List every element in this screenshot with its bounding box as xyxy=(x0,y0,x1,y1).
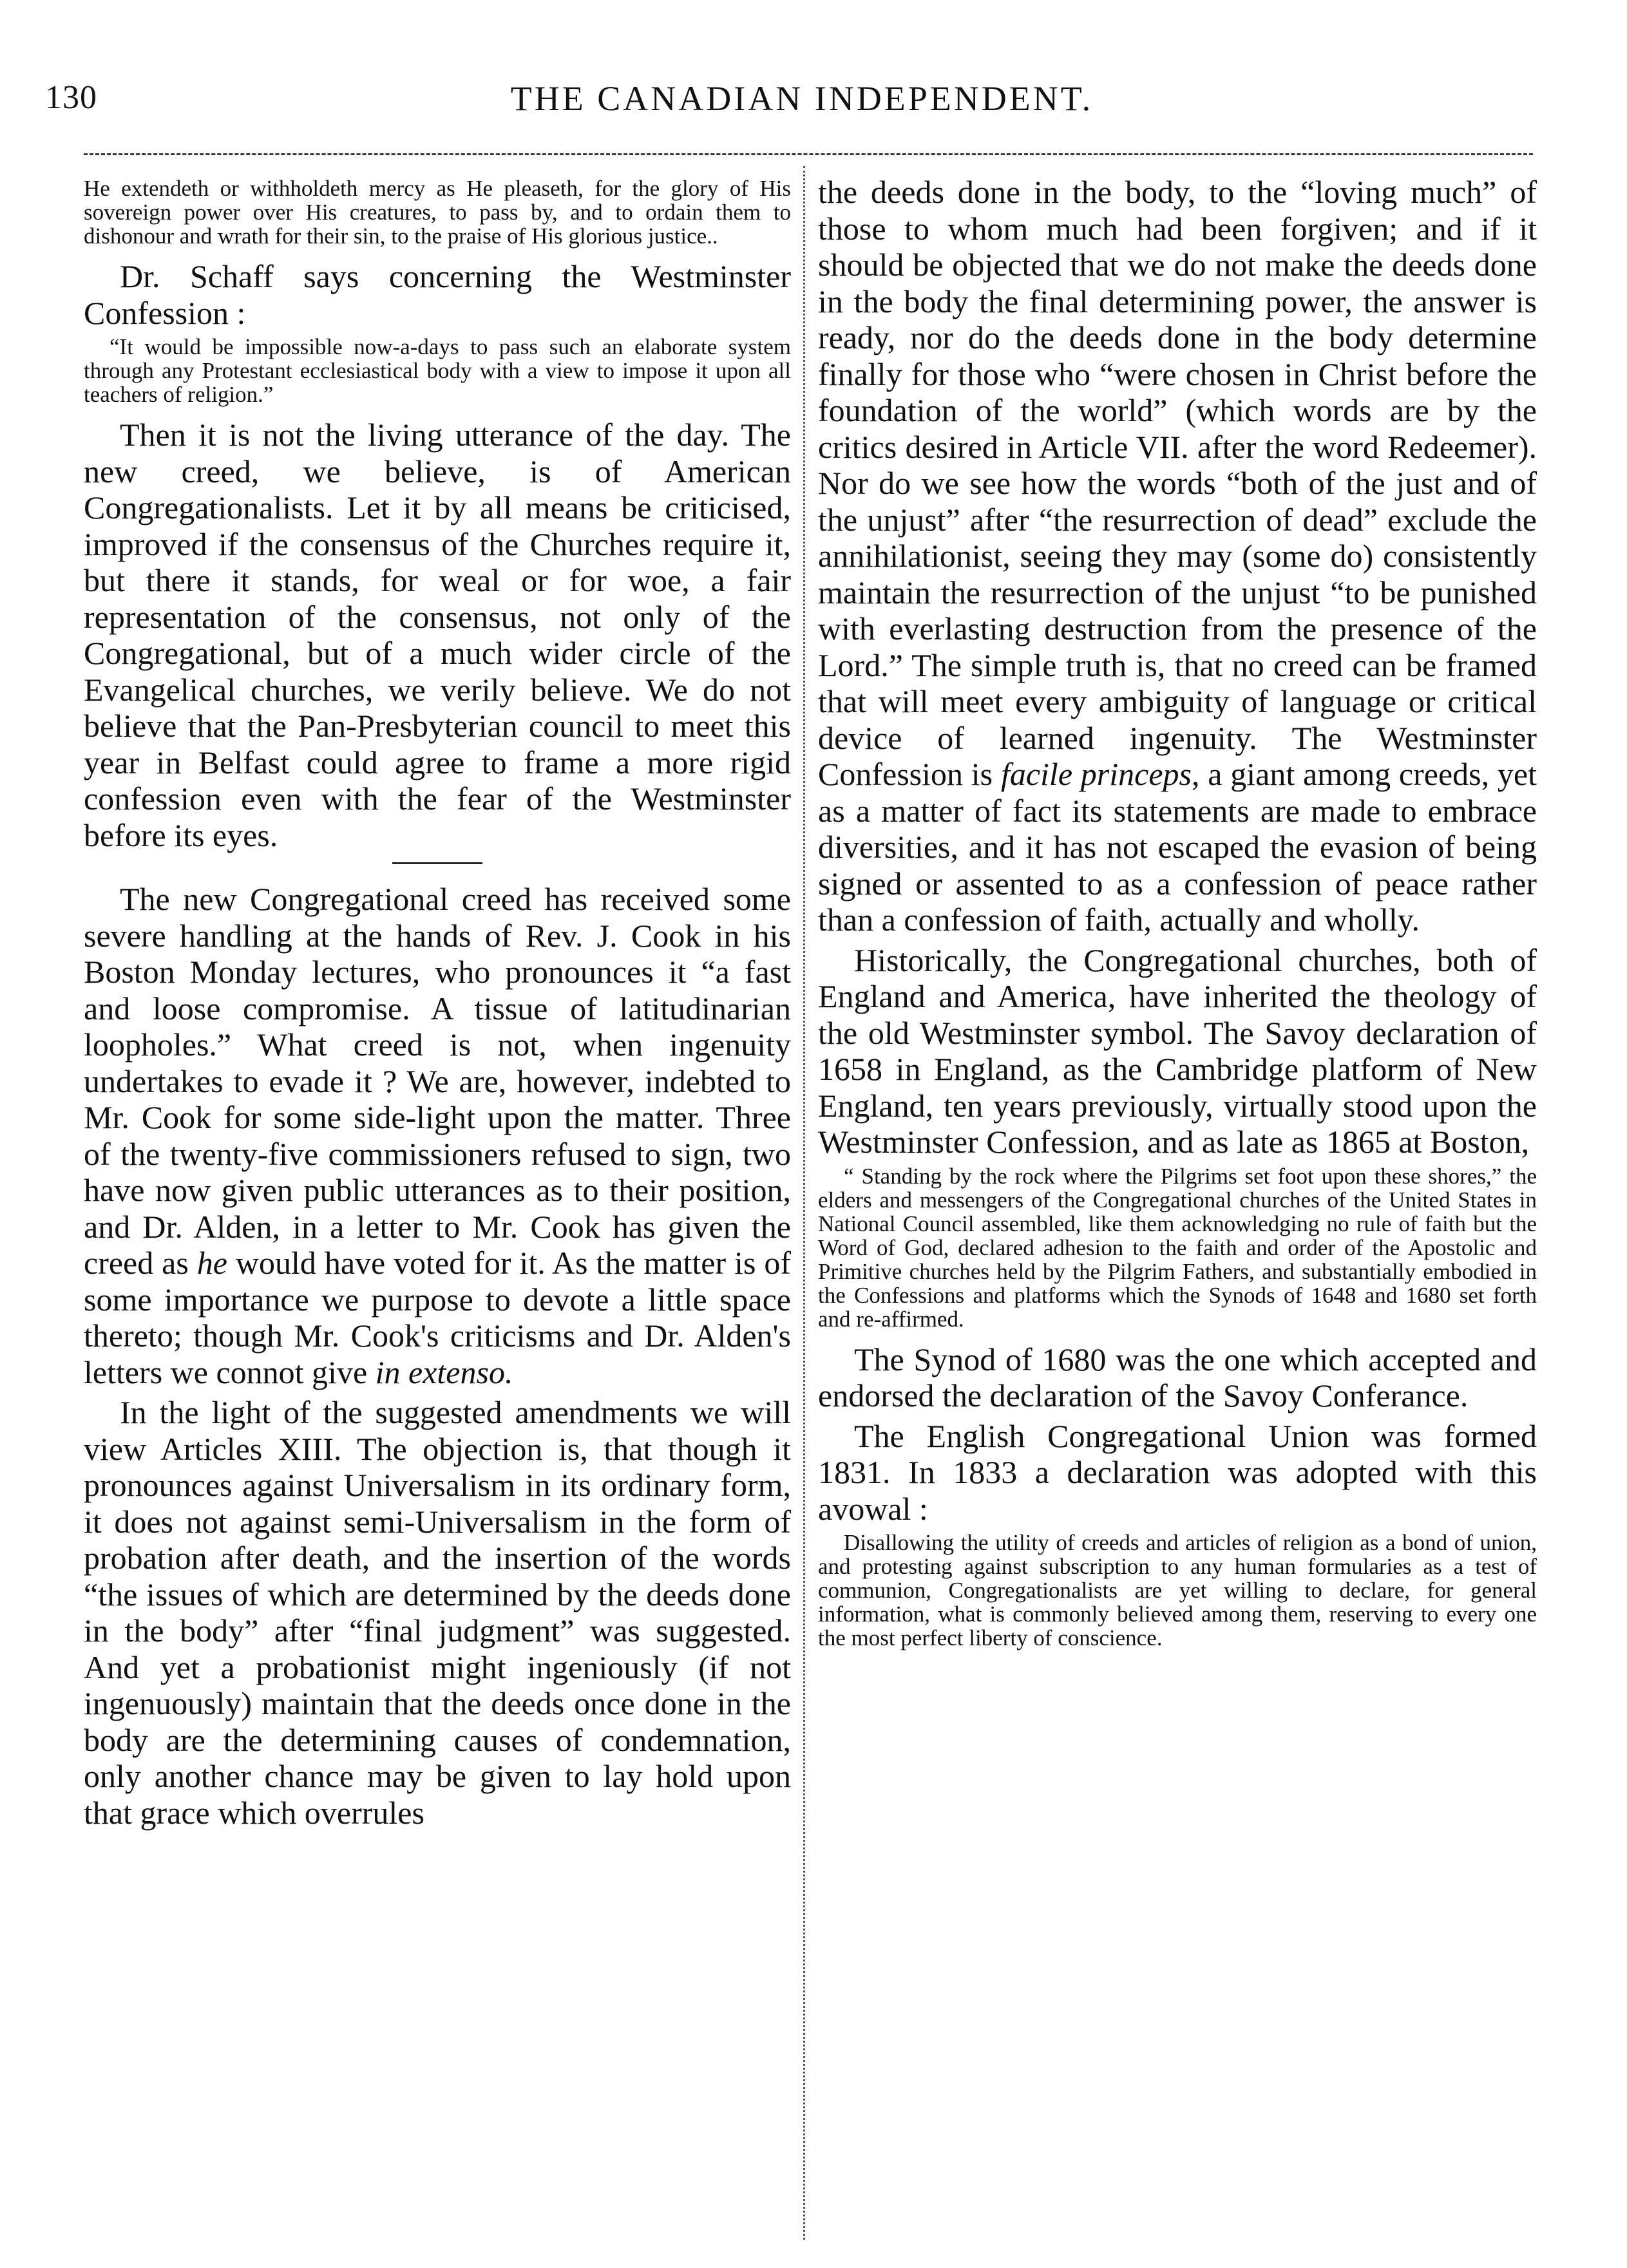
paragraph-amendments: In the light of the suggested amendments we will view Articles XIII. The objection is, that though it pronounces against Universalism in its ordinary form, it does not against semi-Universalism in the form of probation after death, and the insertion of the words “the issues of which are determined by the deeds done in the body” after “final judgment” was suggested. And yet a probationist might ingeniously (if not ingenuously) maintain that the deeds once done in the body are the determining causes of condemnation, only another chance may be given to lay hold upon that grace which overrules xyxy=(84,1394,791,1831)
right-column xyxy=(818,174,1537,1660)
paragraph-cook-in-extenso: in extenso. xyxy=(375,1354,513,1390)
left-column xyxy=(84,174,791,1835)
paragraph-cook xyxy=(84,881,791,1390)
page-number: 130 xyxy=(45,79,97,116)
paragraph-continuation-latin: facile princeps xyxy=(1000,756,1192,792)
paragraph-synod: The Synod of 1680 was the one which accepted and endorsed the declaration of the Savoy Conferance. xyxy=(818,1341,1537,1413)
header-rule xyxy=(84,153,1533,155)
quote-pilgrims: “ Standing by the rock where the Pilgrims set foot upon these shores,” the elders and messengers of the Congregational churches of the United States in National Council assembled, like them acknowledging no rule of faith but the Word of God, declared adhesion to the faith and order of the Apostolic and Primitive churches held by the Pilgrim Fathers, and substantially embodied in the Confessions and platforms which the Synods of 1648 and 1680 set forth and re-affirmed. xyxy=(818,1163,1537,1332)
paragraph-schaff: Dr. Schaff says concerning the Westminster Confession : xyxy=(84,258,791,331)
paragraph-cook-he: he xyxy=(196,1245,227,1281)
section-divider xyxy=(392,862,482,864)
column-divider xyxy=(803,166,805,2240)
paragraph-continuation-text-1: the deeds done in the body, to the “loving much” of those to whom much had been forgiven; and if it should be objected that we do not make the deeds done in the body the final determining power, the answer is ready, nor do the deeds done in the body determine finally for those who “were chosen in Christ before the foundation of the world” (which words are by the critics desired in Article VII. after the word Redeemer). Nor do we see how the words “both of the just and of the unjust” after “the resurrection of dead” exclude the annihilationist, seeing they may (some do) consistently maintain the resurrection of the unjust “to be punished with everlasting destruction from the presence of the Lord.” The simple truth is, that no creed can be framed that will meet every ambiguity of language or critical device of learned ingenuity. The Westminster Confession is xyxy=(818,174,1537,792)
paragraph-cook-text-2: would have voted for it. As the matter is of some importance we purpose to devote a little space thereto; though Mr. Cook's criticisms and Dr. Alden's letters we connot give xyxy=(84,1245,791,1390)
quote-avowal: Disallowing the utility of creeds and articles of religion as a bond of union, and protesting against subscription to any human formularies as a test of communion, Congregationalists are yet willing to declare, for general information, what is commonly believed among them, reserving to every one the most perfect liberty of conscience. xyxy=(818,1530,1537,1650)
journal-title: THE CANADIAN INDEPENDENT. xyxy=(510,79,1094,118)
paragraph-continuation xyxy=(818,174,1537,938)
paragraph-living-utterance: Then it is not the living utterance of the day. The new creed, we believe, is of American Congregationalists. Let it by all means be criticised, improved if the consensus of the Churches require it, but there it stands, for weal or for woe, a fair representation of the consensus, not only of the Congregational, but of a much wider circle of the Evangelical churches, we verily believe. We do not believe that the Pan-Presbyterian council to meet this year in Belfast could agree to frame a more rigid confession even with the fear of the Westminster before its eyes. xyxy=(84,417,791,853)
quote-westminster: He extendeth or withholdeth mercy as He pleaseth, for the glory of His sovereign power over His creatures, to pass by, and to ordain them to dishonour and wrath for their sin, to the praise of His glorious justice.. xyxy=(84,176,791,249)
paragraph-historically: Historically, the Congregational churches, both of England and America, have inherited the theology of the old Westminster symbol. The Savoy declaration of 1658 in England, as the Cambridge platform of New England, ten years previously, virtually stood upon the Westminster Confession, and as late as 1865 at Boston, xyxy=(818,941,1537,1160)
paragraph-union: The English Congregational Union was formed 1831. In 1833 a declaration was adopted with this avowal : xyxy=(818,1417,1537,1527)
paragraph-cook-text-1: The new Congregational creed has received some severe handling at the hands of Rev. J. Cook in his Boston Monday lectures, who pronounces it “a fast and loose compromise. A tissue of latitudinarian loopholes.” What creed is not, when ingenuity undertakes to evade it ? We are, however, indebted to Mr. Cook for some side-light upon the matter. Three of the twenty-five commissioners refused to sign, two have now given public utterances as to their position, and Dr. Alden, in a letter to Mr. Cook has given the creed as xyxy=(84,881,791,1281)
quote-schaff: “It would be impossible now-a-days to pass such an elaborate system through any Protestant ecclesiastical body with a view to impose it upon all teachers of religion.” xyxy=(84,334,791,407)
paragraph-continuation-text-2: , a giant among creeds, yet as a matter of fact its statements are made to embrace diversities, and it has not escaped the evasion of being signed or assented to as a confession of peace rather than a confession of faith, actually and wholly. xyxy=(818,756,1537,938)
page-header xyxy=(45,79,1559,124)
